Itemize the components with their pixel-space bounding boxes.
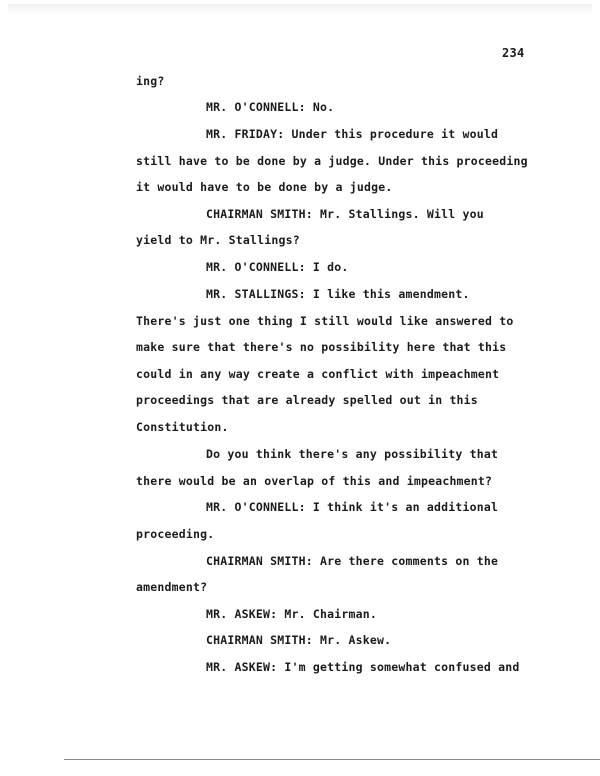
transcript-line: amendment? bbox=[136, 580, 208, 594]
transcript-line: MR. O'CONNELL: I think it's an additional bbox=[206, 500, 499, 514]
transcript-line: There's just one thing I still would like answered to bbox=[136, 314, 514, 328]
transcript-line: it would have to be done by a judge. bbox=[136, 180, 393, 194]
page-number: 234 bbox=[502, 46, 525, 60]
transcript-line: Do you think there's any possibility that bbox=[206, 447, 499, 461]
transcript-line: Constitution. bbox=[136, 420, 229, 434]
transcript-line: make sure that there's no possibility here that this bbox=[136, 340, 507, 354]
transcript-line: ing? bbox=[136, 74, 165, 88]
transcript-line: MR. FRIDAY: Under this procedure it would bbox=[206, 127, 499, 141]
transcript-line: there would be an overlap of this and impeachment? bbox=[136, 474, 493, 488]
transcript-line: MR. O'CONNELL: I do. bbox=[206, 260, 349, 274]
transcript-line: CHAIRMAN SMITH: Are there comments on the bbox=[206, 554, 499, 568]
transcript-line: could in any way create a conflict with impeachment bbox=[136, 367, 500, 381]
transcript-line: still have to be done by a judge. Under this proceeding bbox=[136, 154, 528, 168]
transcript-line: proceeding. bbox=[136, 527, 215, 541]
transcript-line: MR. O'CONNELL: No. bbox=[206, 100, 335, 114]
transcript-line: CHAIRMAN SMITH: Mr. Askew. bbox=[206, 633, 392, 647]
transcript-line: MR. ASKEW: I'm getting somewhat confused and bbox=[206, 660, 520, 674]
bottom-rule bbox=[64, 759, 600, 760]
transcript-line: proceedings that are already spelled out in this bbox=[136, 393, 478, 407]
transcript-line: MR. ASKEW: Mr. Chairman. bbox=[206, 607, 377, 621]
transcript-line: CHAIRMAN SMITH: Mr. Stallings. Will you bbox=[206, 207, 484, 221]
transcript-line: yield to Mr. Stallings? bbox=[136, 233, 300, 247]
transcript-line: MR. STALLINGS: I like this amendment. bbox=[206, 287, 470, 301]
scan-edge-shadow bbox=[8, 4, 592, 14]
